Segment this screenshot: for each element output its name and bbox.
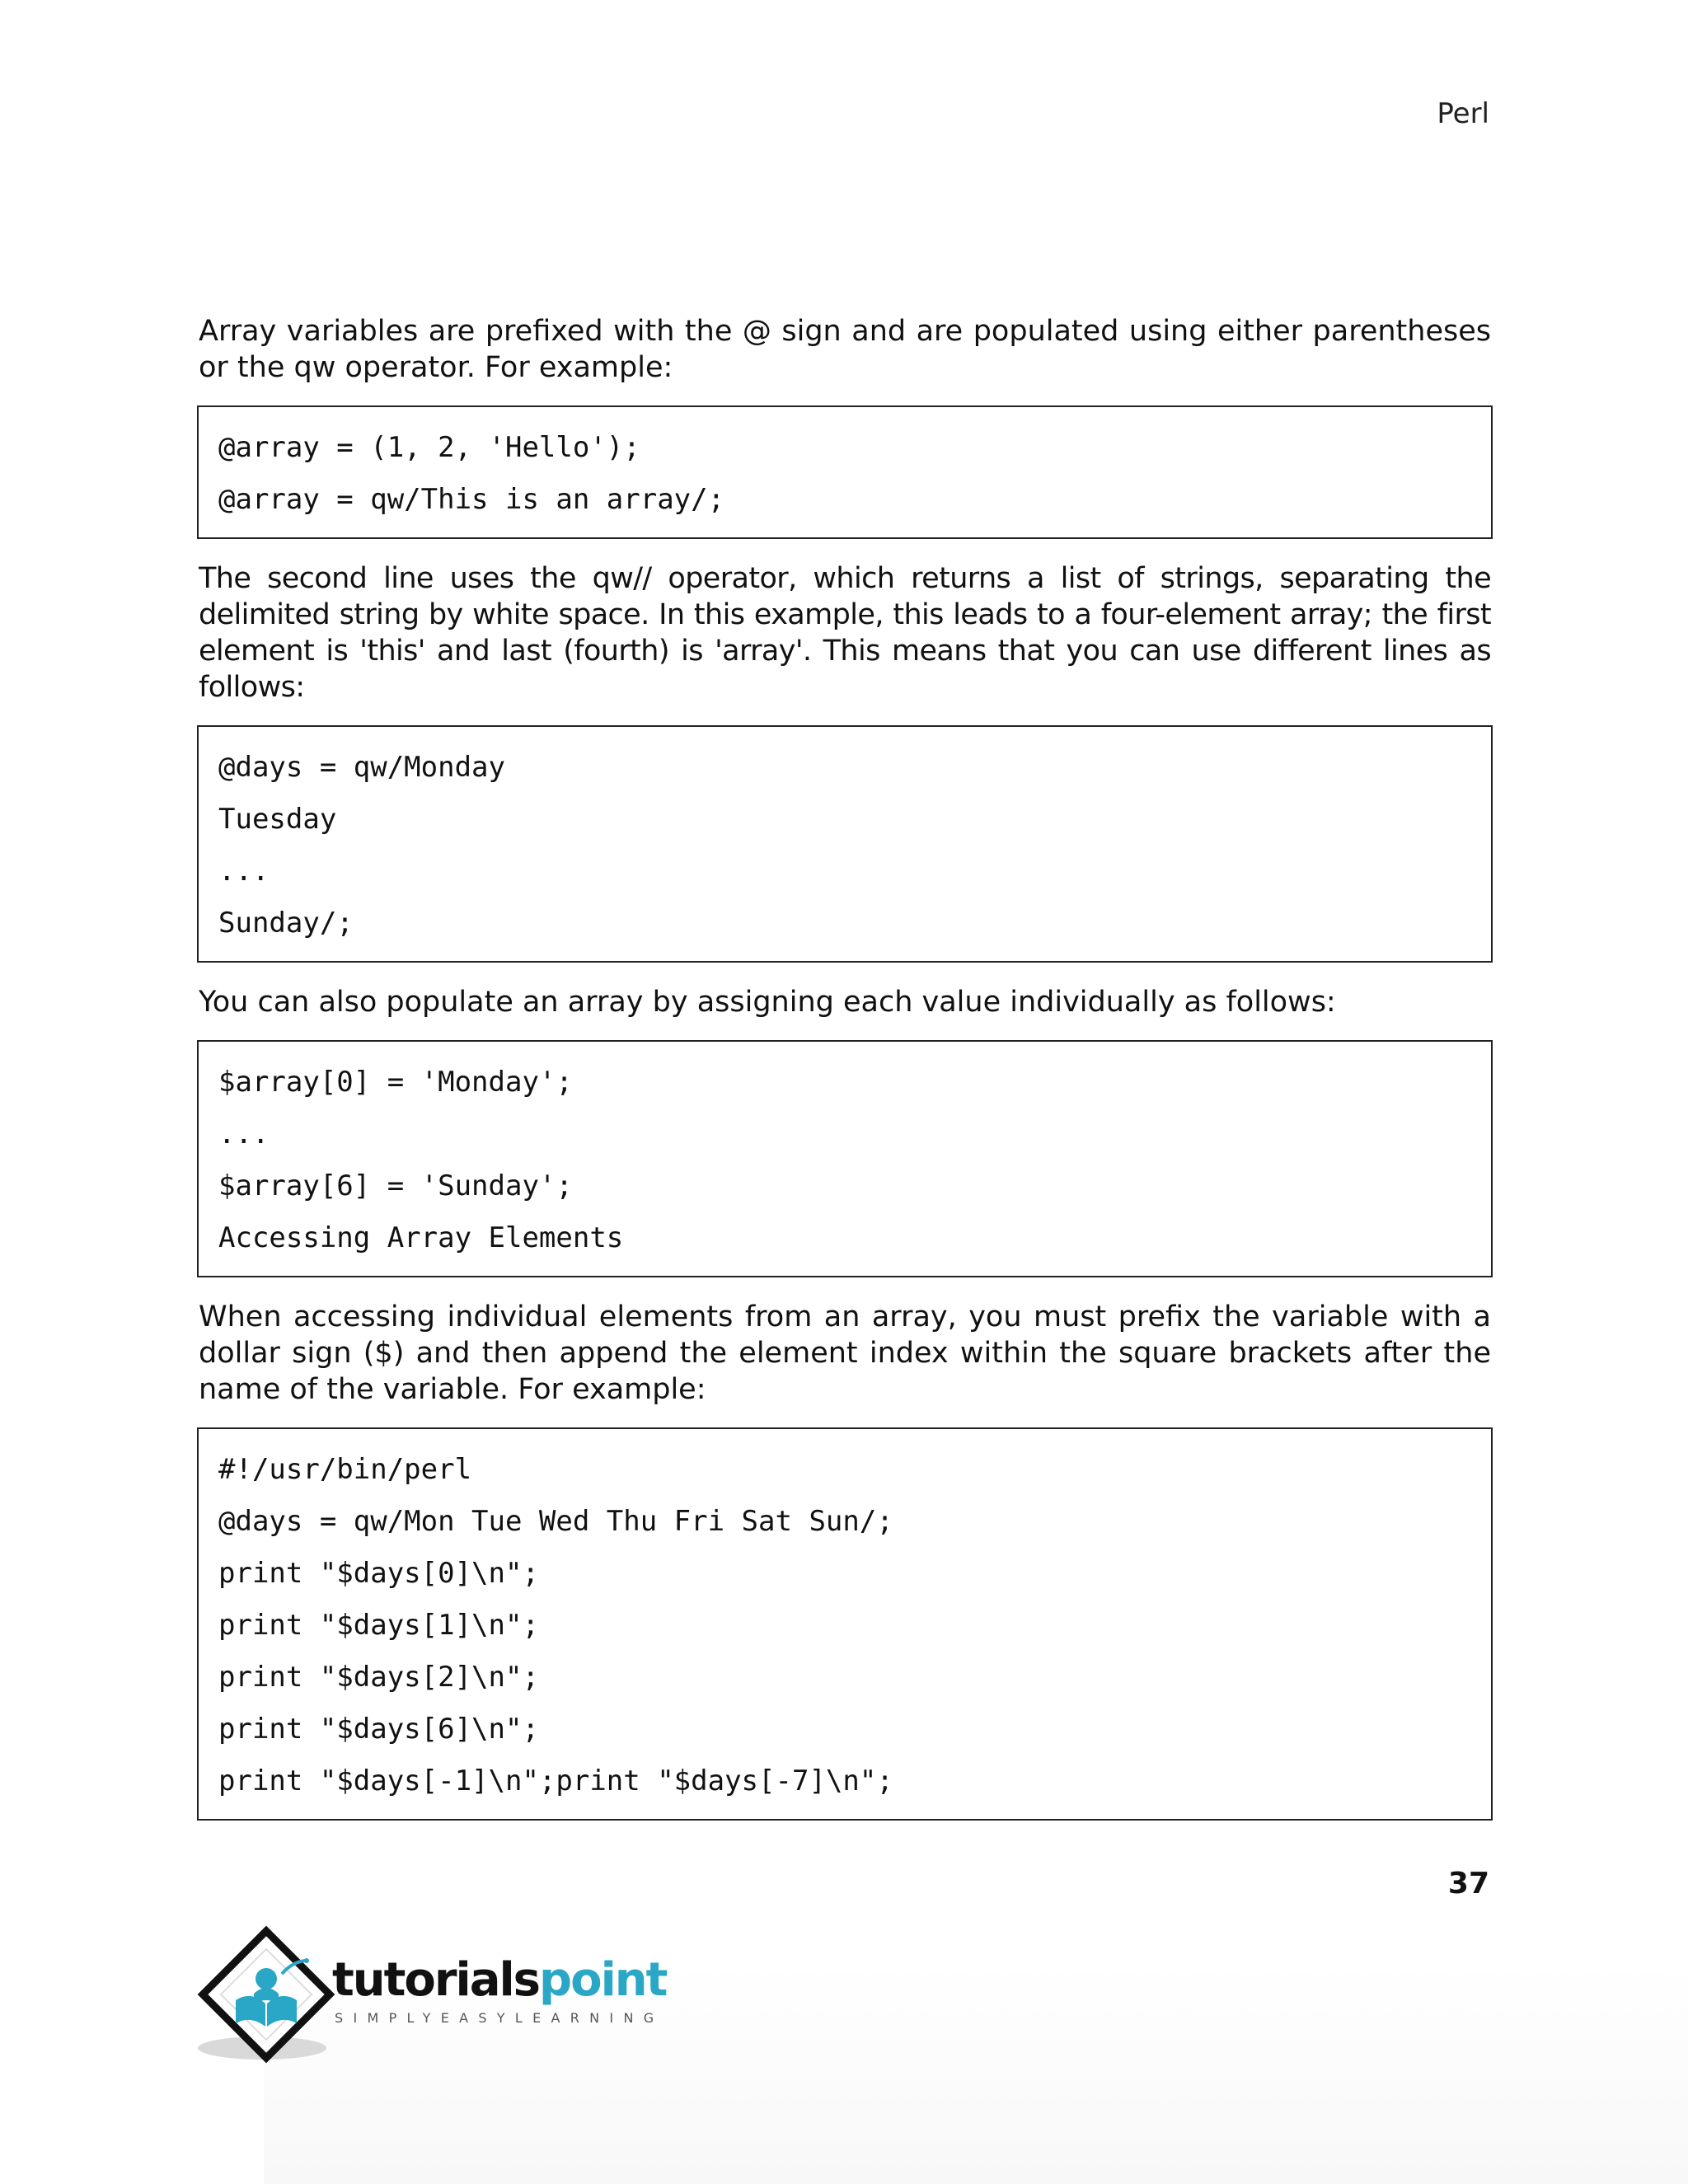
logo-word-point: point xyxy=(539,1953,667,2007)
code-line: @array = qw/This is an array/; xyxy=(218,483,725,516)
page-number: 37 xyxy=(1447,1867,1489,1900)
code-line: $array[0] = 'Monday'; xyxy=(218,1066,573,1099)
page-content xyxy=(199,313,1491,1842)
code-line: print "$days[1]\n"; xyxy=(218,1609,539,1642)
code-line: ... xyxy=(218,1118,270,1151)
code-line: #!/usr/bin/perl xyxy=(218,1453,472,1486)
paragraph-assign-individually: You can also populate an array by assigning each value individually as follows: xyxy=(199,986,1336,1019)
code-line: print "$days[-1]\n";print "$days[-7]\n"; xyxy=(218,1765,893,1797)
code-line: @days = qw/Monday xyxy=(218,751,505,784)
code-line: Accessing Array Elements xyxy=(218,1221,624,1254)
running-header: Perl xyxy=(1437,97,1489,130)
code-line: print "$days[2]\n"; xyxy=(218,1661,539,1694)
paragraph-qw-operator: The second line uses the qw// operator, which returns a list of strings, separating the delimited string by white space. In this example, this leads to a four-element array; the first element is 'this' and last (fourth) is 'array'. This means that you can use different lines as follows: xyxy=(199,562,1491,704)
paragraph-accessing-elements: When accessing individual elements from an array, you must prefix the variable with a dollar sign ($) and then append the element index within the square brackets after the name of the variable. For example: xyxy=(199,1301,1491,1406)
code-line: Sunday/; xyxy=(218,907,354,940)
code-line: Tuesday xyxy=(218,803,337,836)
code-block-assign-index xyxy=(197,1040,1493,1277)
code-line: @array = (1, 2, 'Hello'); xyxy=(218,431,640,464)
paragraph-array-prefix: Array variables are prefixed with the @ sign and are populated using either parentheses or the qw operator. For example: xyxy=(199,315,1491,384)
code-line: ... xyxy=(218,855,270,888)
code-line: print "$days[0]\n"; xyxy=(218,1557,539,1590)
logo-diamond-icon xyxy=(196,1924,336,2064)
code-line: $array[6] = 'Sunday'; xyxy=(218,1169,573,1202)
code-block-array-init xyxy=(197,405,1493,539)
logo-tagline: SIMPLYEASYLEARNING xyxy=(335,2010,664,2026)
code-line: print "$days[6]\n"; xyxy=(218,1713,539,1746)
code-line: @days = qw/Mon Tue Wed Thu Fri Sat Sun/; xyxy=(218,1505,893,1538)
logo-wordmark xyxy=(332,1953,667,2007)
code-block-print-days xyxy=(197,1427,1493,1821)
tutorialspoint-logo xyxy=(196,1924,691,2064)
logo-word-tutorials: tutorials xyxy=(332,1953,540,2007)
code-block-days-qw xyxy=(197,725,1493,963)
